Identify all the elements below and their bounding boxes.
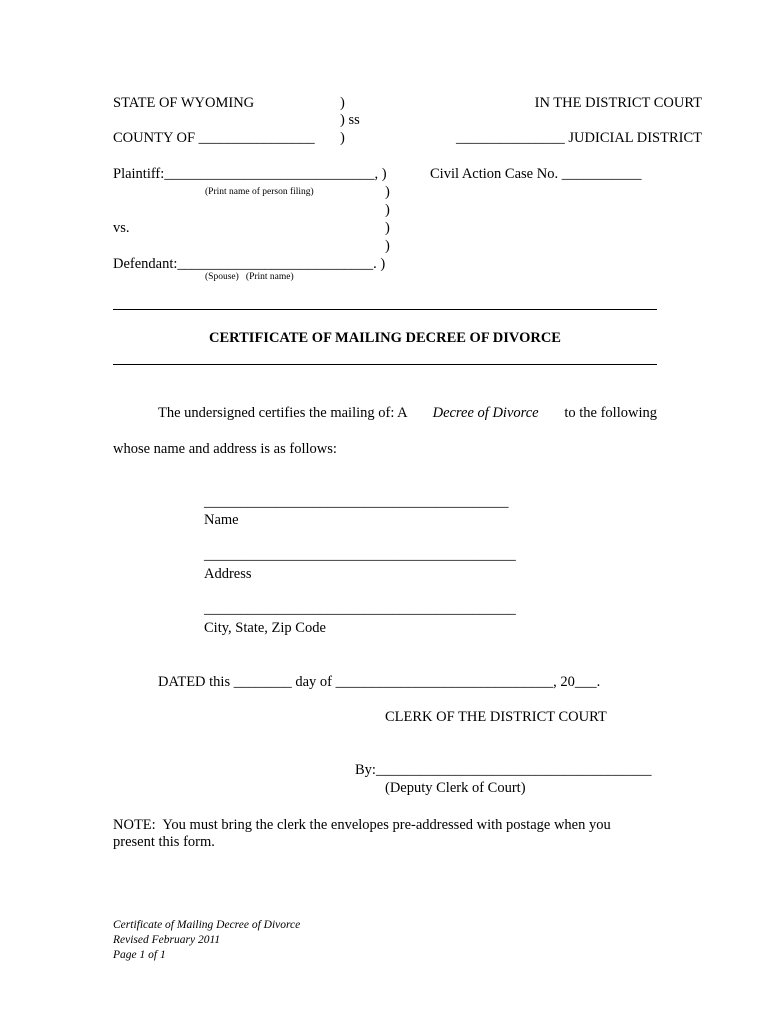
footer-revised: Revised February 2011 — [113, 934, 221, 946]
title-bottom-rule — [113, 364, 657, 365]
defendant-hint: (Spouse) (Print name) — [205, 272, 294, 282]
title-top-rule — [113, 309, 657, 310]
name-label: Name — [204, 512, 239, 528]
court-label: IN THE DISTRICT COURT — [534, 95, 702, 111]
state-label: STATE OF WYOMING — [113, 95, 255, 111]
county-field[interactable]: COUNTY OF ________________ — [113, 130, 315, 146]
deputy-label: (Deputy Clerk of Court) — [385, 780, 526, 796]
address-label: Address — [204, 566, 252, 582]
note-line-1: NOTE: You must bring the clerk the envelopes pre-addressed with postage when you — [113, 817, 611, 833]
versus-label: vs. — [113, 220, 130, 236]
caption-paren: ) — [340, 130, 345, 146]
dated-line[interactable]: DATED this ________ day of ______________________________, 20___. — [158, 674, 601, 690]
case-number-field[interactable]: Civil Action Case No. ___________ — [430, 166, 642, 182]
clerk-title: CLERK OF THE DISTRICT COURT — [385, 709, 607, 725]
body-text: to the following — [560, 405, 657, 421]
plaintiff-hint: (Print name of person filing) — [205, 187, 314, 197]
caption-paren: ) — [385, 184, 390, 200]
document-title: CERTIFICATE OF MAILING DECREE OF DIVORCE — [209, 330, 561, 346]
city-label: City, State, Zip Code — [204, 620, 326, 636]
name-input-line[interactable]: __________________________________________ — [204, 494, 509, 510]
signature-line[interactable]: By:______________________________________ — [355, 762, 652, 778]
decree-title: Decree of Divorce — [432, 405, 539, 421]
footer-form-name: Certificate of Mailing Decree of Divorce — [113, 919, 301, 931]
judicial-district-field[interactable]: _______________ JUDICIAL DISTRICT — [456, 130, 702, 146]
caption-paren: ) — [340, 95, 345, 111]
note-line-2: present this form. — [113, 834, 215, 850]
footer-page: Page 1 of 1 — [113, 949, 166, 961]
caption-paren: ) — [385, 220, 390, 236]
caption-paren: ) — [385, 202, 390, 218]
caption-paren: ) — [385, 238, 390, 254]
body-text: The undersigned certifies the mailing of: A — [158, 405, 411, 421]
defendant-field[interactable]: Defendant:___________________________. ) — [113, 256, 386, 272]
body-line-2: whose name and address is as follows: — [113, 441, 337, 457]
city-input-line[interactable]: ___________________________________________ — [204, 601, 516, 617]
address-input-line[interactable]: ___________________________________________ — [204, 547, 516, 563]
plaintiff-field[interactable]: Plaintiff:_____________________________, ) — [113, 166, 387, 182]
body-line-1 — [158, 405, 657, 422]
caption-ss: ) ss — [340, 112, 360, 128]
